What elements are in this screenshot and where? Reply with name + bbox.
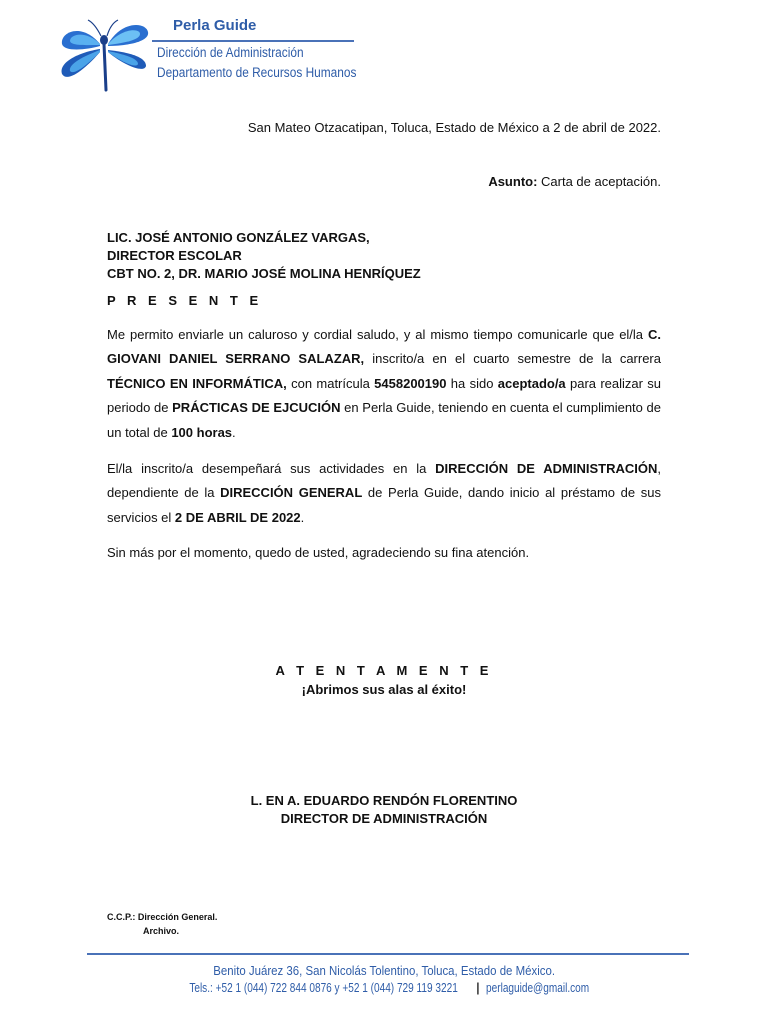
- addressee-block: [107, 229, 421, 283]
- addressee-school: CBT NO. 2, DR. MARIO JOSÉ MOLINA HENRÍQUEZ: [107, 266, 421, 281]
- dragonfly-logo: [52, 14, 156, 94]
- footer-email[interactable]: perlaguide@gmail.com: [486, 980, 590, 995]
- signer-name: L. EN A. EDUARDO RENDÓN FLORENTINO: [250, 793, 518, 808]
- subject-line: [488, 174, 661, 189]
- closing-heading: A T E N T A M E N T E: [275, 663, 493, 678]
- motto: ¡Abrimos sus alas al éxito!: [301, 682, 467, 697]
- subject-label: Asunto:: [488, 174, 538, 189]
- header-divider: [152, 40, 354, 42]
- addressee-title: DIRECTOR ESCOLAR: [107, 248, 242, 263]
- addressee-name: LIC. JOSÉ ANTONIO GONZÁLEZ VARGAS,: [107, 230, 370, 245]
- ccp-line-2: Archivo.: [143, 926, 180, 936]
- footer-address: Benito Juárez 36, San Nicolás Tolentino, Toluca, Estado de México.: [213, 963, 555, 978]
- footer-phones: Tels.: +52 1 (044) 722 844 0876 y +52 1 (044) 729 119 3221: [189, 980, 459, 995]
- paragraph-3: Sin más por el momento, quedo de usted, agradeciendo su fina atención.: [107, 545, 530, 560]
- signer-title: DIRECTOR DE ADMINISTRACIÓN: [280, 811, 488, 826]
- footer-contact: [0, 980, 768, 995]
- paragraph-1: Me permito enviarle un caluroso y cordial saludo, y al mismo tiempo comunicarle que el/la C. GIOVANI DANIEL SERRANO SALAZAR, inscrito/a en el cuarto semestre de la carrera TÉCNICO EN INFORMÁTICA, con matrícula 5458200190 ha sido aceptado/a para realizar su periodo de PRÁCTICAS DE EJCUCIÓN en Perla Guide, teniendo en cuenta el cumplimiento de un total de 100 horas.: [107, 327, 662, 440]
- presente-heading: P R E S E N T E: [107, 293, 263, 308]
- footer-separator: |: [476, 980, 480, 995]
- paragraph-2: El/la inscrito/a desempeñará sus actividades en la DIRECCIÓN DE ADMINISTRACIÓN, dependiente de la DIRECCIÓN GENERAL de Perla Guide, dando inicio al préstamo de sus servicios el 2 DE ABRIL DE 2022.: [107, 461, 662, 525]
- org-name: Perla Guide: [173, 17, 257, 34]
- ccp-line-1: C.C.P.: Dirección General.: [107, 912, 218, 922]
- place-date: San Mateo Otzacatipan, Toluca, Estado de México a 2 de abril de 2022.: [247, 120, 661, 135]
- subject-value: Carta de aceptación.: [537, 174, 661, 189]
- department-line-2: Departamento de Recursos Humanos: [157, 65, 357, 80]
- department-line-1: Dirección de Administración: [157, 45, 304, 60]
- footer-divider: [87, 953, 689, 955]
